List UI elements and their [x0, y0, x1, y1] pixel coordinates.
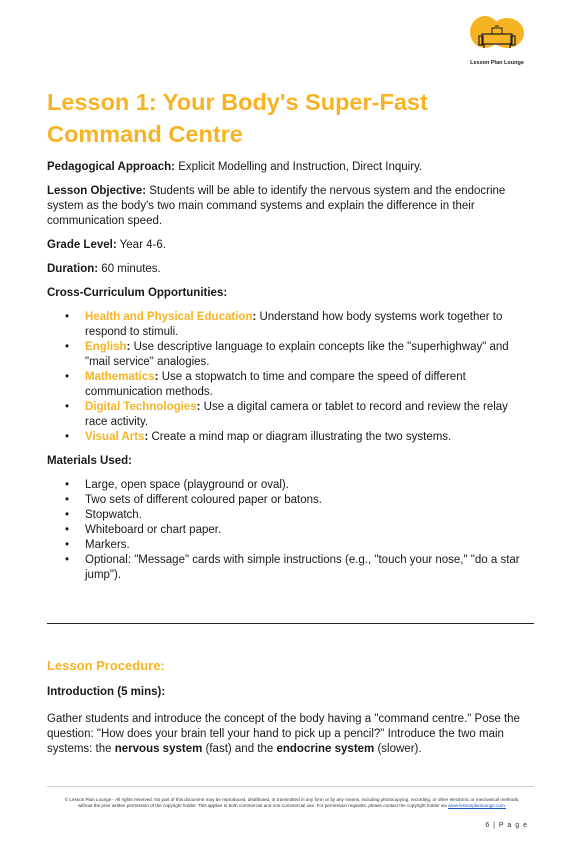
subject-name: Mathematics — [85, 371, 155, 383]
intro-part3: (slower). — [374, 743, 422, 755]
bullet: • — [65, 371, 70, 383]
subject-colon: : — [154, 371, 159, 383]
subject-colon: : — [144, 431, 149, 443]
material-text: Markers. — [85, 539, 130, 551]
lesson-title-line1: Lesson 1: Your Body's Super-Fast — [47, 89, 428, 115]
subject-description: Use descriptive language to explain concepts like the "superhighway" and "mail service" analogies. — [85, 341, 509, 368]
grade-label: Grade Level: — [47, 239, 117, 251]
procedure-heading: Lesson Procedure: — [47, 658, 165, 673]
intro-part1: Gather students and introduce the concept of the body having a "command centre." Pose the question: "How does your brain tell your hand to pick up a pencil?" Introduce the two main systems: the — [47, 713, 520, 755]
list-item — [47, 523, 527, 538]
bullet: • — [65, 509, 70, 521]
lesson-plan-lounge-logo — [466, 14, 528, 72]
bullet: • — [65, 341, 70, 353]
bullet: • — [65, 431, 70, 443]
subject-colon: : — [126, 341, 131, 353]
grade-level — [47, 238, 527, 253]
sofa-icon — [478, 24, 516, 50]
bullet: • — [65, 539, 70, 551]
list-item — [47, 400, 527, 430]
subject-description: Use a digital camera or tablet to record and review the relay race activity. — [85, 401, 508, 428]
duration-value: 60 minutes. — [98, 263, 161, 275]
material-text: Whiteboard or chart paper. — [85, 524, 222, 536]
duration — [47, 262, 527, 277]
list-item — [47, 538, 527, 553]
copyright-footer — [58, 797, 526, 809]
footer-divider — [47, 786, 534, 787]
bullet: • — [65, 311, 70, 323]
pedagogical-approach — [47, 160, 527, 175]
approach-value: Explicit Modelling and Instruction, Direct Inquiry. — [175, 161, 423, 173]
subject-name: Digital Technologies — [85, 401, 197, 413]
subject-colon: : — [252, 311, 257, 323]
copyright-text: © Lesson Plan Lounge - All rights reserved. No part of this document may be reproduced, distributed, or transmitted in any form or by any means, including photocopying, recording, or other electronic or mechanical methods, without the prior written permission of the copyright holder. This applies to both commercial and non-commercial use. For permission requests, please contact the copyright holder via — [64, 797, 520, 808]
objective-label: Lesson Objective: — [47, 185, 147, 197]
list-item — [47, 340, 527, 370]
page-number: 6 | P a g e — [485, 822, 528, 829]
bullet: • — [65, 554, 70, 566]
subject-colon: : — [196, 401, 201, 413]
lesson-title-line2: Command Centre — [47, 121, 243, 147]
list-item — [47, 508, 527, 523]
intro-bold-nervous: nervous system — [114, 743, 203, 755]
objective-value: Students will be able to identify the nervous system and the endocrine system as the body's two main command systems and explain the difference in their communication speed. — [47, 185, 506, 227]
subject-name: English — [85, 341, 127, 353]
bullet: • — [65, 479, 70, 491]
main-content — [47, 86, 527, 583]
bullet: • — [65, 524, 70, 536]
list-item — [47, 430, 527, 445]
subject-name: Visual Arts — [85, 431, 145, 443]
materials-heading: Materials Used: — [47, 455, 133, 467]
list-item — [47, 310, 527, 340]
subject-description: Understand how body systems work together to respond to stimuli. — [85, 311, 503, 338]
bullet: • — [65, 401, 70, 413]
intro-part2: (fast) and the — [202, 743, 277, 755]
introduction-heading: Introduction (5 mins): — [47, 686, 166, 698]
logo-text: Lesson Plan Lounge — [470, 60, 524, 66]
duration-label: Duration: — [47, 263, 99, 275]
material-text: Stopwatch. — [85, 509, 142, 521]
bullet: • — [65, 494, 70, 506]
cross-curriculum-list — [47, 310, 527, 445]
procedure-section — [47, 658, 527, 757]
introduction-text — [47, 712, 527, 757]
grade-value: Year 4-6. — [116, 239, 166, 251]
materials-list — [47, 478, 527, 583]
subject-description: Create a mind map or diagram illustrating the two systems. — [148, 431, 452, 443]
lesson-title — [47, 86, 527, 150]
approach-label: Pedagogical Approach: — [47, 161, 176, 173]
list-item — [47, 370, 527, 400]
subject-description: Use a stopwatch to time and compare the speed of different communication methods. — [85, 371, 466, 398]
material-text: Large, open space (playground or oval). — [85, 479, 289, 491]
intro-bold-endocrine: endocrine system — [276, 743, 375, 755]
list-item — [47, 493, 527, 508]
material-text: Optional: "Message" cards with simple instructions (e.g., "touch your nose," "do a star jump"). — [85, 554, 520, 581]
subject-name: Health and Physical Education — [85, 311, 253, 323]
list-item — [47, 553, 527, 583]
section-divider — [47, 623, 534, 624]
material-text: Two sets of different coloured paper or batons. — [85, 494, 322, 506]
lesson-objective — [47, 184, 527, 229]
website-link[interactable]: www.lessonplanlounge.com. — [448, 803, 507, 808]
cross-curriculum-heading: Cross-Curriculum Opportunities: — [47, 287, 228, 299]
list-item — [47, 478, 527, 493]
